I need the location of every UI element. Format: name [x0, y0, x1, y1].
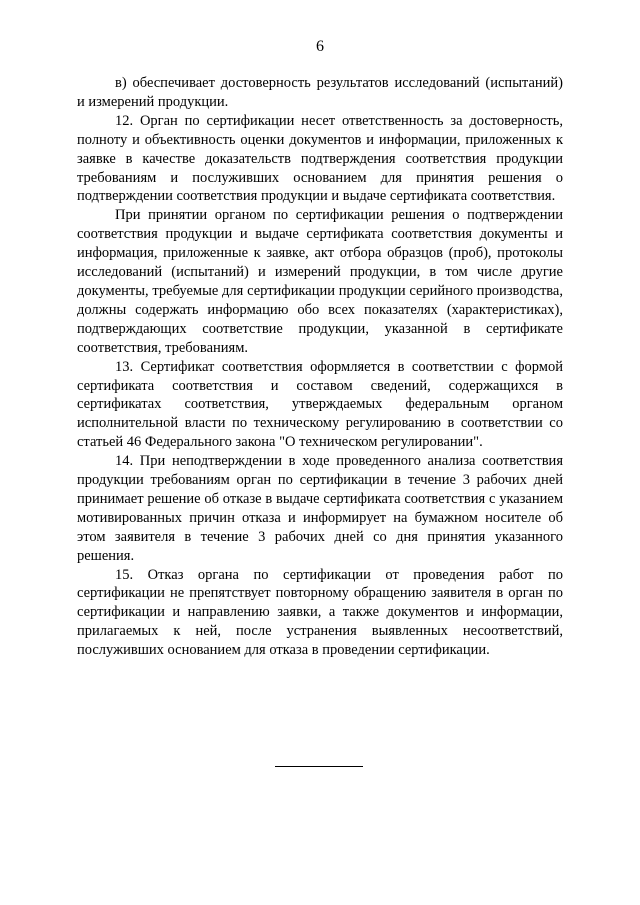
- paragraph-13: 13. Сертификат соответствия оформляется в соответствии с формой сертификата соответствия и составом сведений, содержащихся в сертификатах соответствия, утверждаемых федеральным органом исполнительной власти по техническому регулированию в соответствии со статьей 46 Федерального закона "О техническом регулировании".: [77, 358, 563, 451]
- paragraph-12-continuation: При принятии органом по сертификации решения о подтверждении соответствия продукции и выдаче сертификата соответствия документы и информация, приложенные к заявке, акт отбора образцов (проб), протоколы исследований (испытаний) и измерений продукции, в том числе другие документы, требуемые для сертификации продукции серийного производства, должны содержать информацию обо всех показателях (характеристиках), подтверждающих соответствие продукции, указанной в сертификате соответствия, требованиям.: [77, 207, 563, 356]
- paragraph-15: 15. Отказ органа по сертификации от проведения работ по сертификации не препятствует повторному обращению заявителя в орган по сертификации и направлению заявки, а также документов и информации, прилагаемых к ней, после устранения выявленных несоответствий, послуживших основанием для отказа в проведении сертификации.: [77, 566, 563, 659]
- document-body: [77, 74, 563, 660]
- paragraph-11-v: в) обеспечивает достоверность результатов исследований (испытаний) и измерений продукции.: [77, 75, 563, 110]
- end-of-text-rule: [275, 766, 363, 767]
- page-number: 6: [316, 38, 324, 55]
- paragraph-14: 14. При неподтверждении в ходе проведенного анализа соответствия продукции требованиям орган по сертификации в течение 3 рабочих дней принимает решение об отказе в выдаче сертификата соответствия с указанием мотивированных причин отказа и информирует на бумажном носителе об этом заявителя в течение 3 рабочих дней со дня принятия указанного решения.: [77, 453, 563, 564]
- paragraph-12: 12. Орган по сертификации несет ответственность за достоверность, полноту и объективность оценки документов и информации, приложенных к заявке в качестве доказательств подтверждения соответствия продукции требованиям и послуживших основанием для принятия решения о подтверждении соответствия продукции и выдаче сертификата соответствия.: [77, 112, 563, 205]
